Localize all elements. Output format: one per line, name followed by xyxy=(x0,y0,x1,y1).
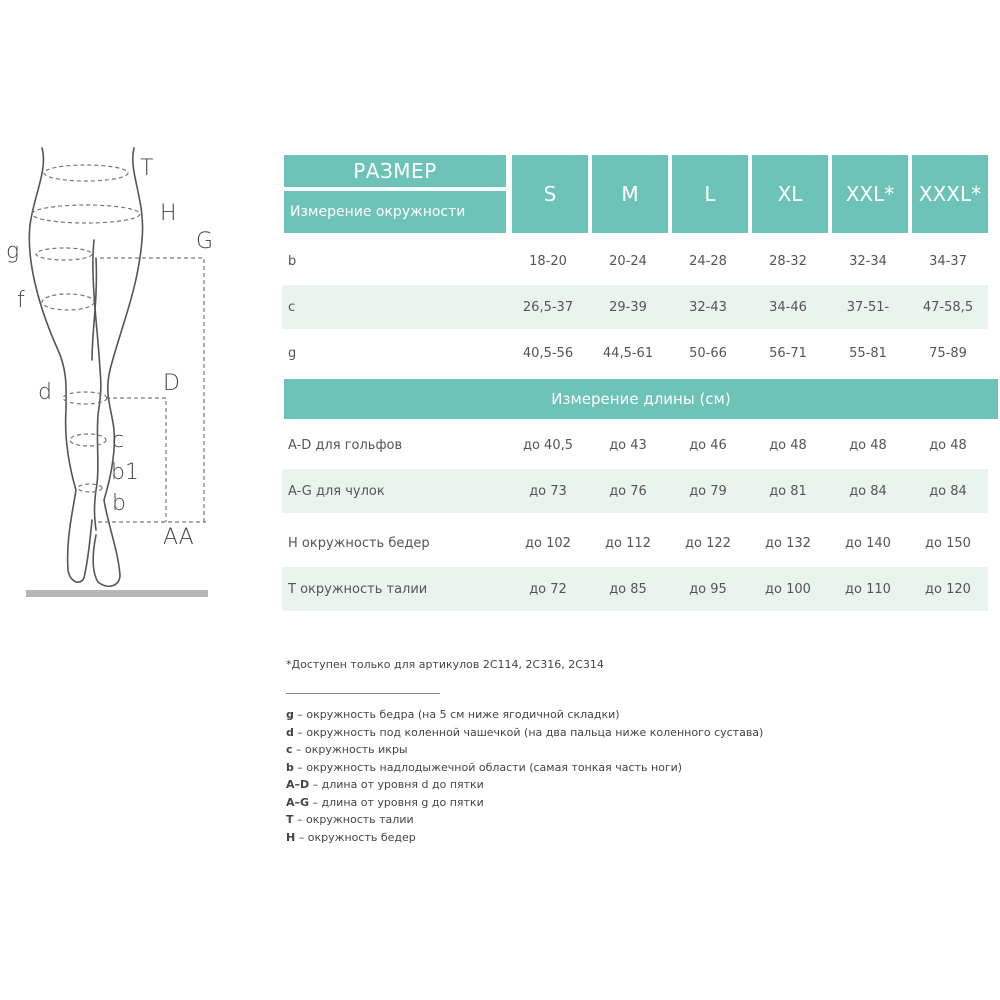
table-cell: 75-89 xyxy=(929,345,967,361)
size-cell: XXL* xyxy=(830,153,910,235)
legend-item xyxy=(286,776,763,794)
table-cell: 28-32 xyxy=(769,253,807,269)
table-row xyxy=(282,567,988,611)
table-cell: 29-39 xyxy=(609,299,647,315)
label-AA: AA xyxy=(163,525,194,550)
row-label: b xyxy=(288,253,297,269)
table-cell: 32-43 xyxy=(689,299,727,315)
table-row xyxy=(282,239,988,283)
legend-text: – длина от уровня d до пятки xyxy=(309,778,484,791)
row-label: T окружность талии xyxy=(288,581,428,597)
table-row xyxy=(282,331,988,375)
table-cell: до 72 xyxy=(529,581,567,597)
table-cell: до 95 xyxy=(689,581,727,597)
leg-measurement-diagram xyxy=(0,0,230,620)
measurement-legend xyxy=(286,706,763,846)
table-cell: 20-24 xyxy=(609,253,647,269)
table-cell: 47-58,5 xyxy=(922,299,974,315)
legend-key: T xyxy=(286,813,294,826)
table-cell: до 84 xyxy=(849,483,887,499)
table-cell: 18-20 xyxy=(529,253,567,269)
table-cell: до 79 xyxy=(689,483,727,499)
row-label: c xyxy=(288,299,296,315)
label-f: f xyxy=(17,288,25,313)
table-cell: до 132 xyxy=(765,535,811,551)
row-label: H окружность бедер xyxy=(288,535,430,551)
size-cell: S xyxy=(510,153,590,235)
legend-key: d xyxy=(286,725,294,739)
legend-item xyxy=(286,741,763,759)
legend-item xyxy=(286,829,763,847)
table-cell: до 40,5 xyxy=(522,437,574,453)
table-row xyxy=(282,521,988,565)
table-cell: до 85 xyxy=(609,581,647,597)
size-cell: M xyxy=(590,153,670,235)
length-section-title: Измерение длины (см) xyxy=(282,377,1000,421)
legend-text: – окружность талии xyxy=(293,813,414,826)
legend-item xyxy=(286,706,763,724)
label-b: b xyxy=(112,491,126,516)
legend-text: – окружность бедра (на 5 см ниже ягодичной складки) xyxy=(293,708,620,721)
table-cell: до 81 xyxy=(769,483,807,499)
label-T: T xyxy=(140,156,154,181)
table-cell: до 120 xyxy=(925,581,971,597)
legend-text: – окружность бедер xyxy=(295,830,416,844)
label-D: D xyxy=(163,371,180,396)
label-c: c xyxy=(112,428,125,453)
label-g: g xyxy=(6,239,20,264)
table-cell: 56-71 xyxy=(769,345,807,361)
table-cell: до 110 xyxy=(845,581,891,597)
table-cell: 50-66 xyxy=(689,345,727,361)
table-row xyxy=(282,423,988,467)
legs-illustration xyxy=(0,0,230,620)
table-cell: до 48 xyxy=(849,437,887,453)
size-cell: XL xyxy=(750,153,830,235)
row-label: A-G для чулок xyxy=(288,483,385,499)
table-row xyxy=(282,285,988,329)
circumference-header: Измерение окружности xyxy=(282,189,508,235)
table-cell: до 122 xyxy=(685,535,731,551)
legend-item xyxy=(286,811,763,829)
table-cell: 34-46 xyxy=(769,299,807,315)
legend-text: – длина от уровня g до пятки xyxy=(309,795,484,809)
size-header-cells xyxy=(510,153,990,235)
table-cell: до 102 xyxy=(525,535,571,551)
legend-text: – окружность под коленной чашечкой (на два пальца ниже коленного сустава) xyxy=(293,725,764,739)
table-cell: 44,5-61 xyxy=(602,345,654,361)
label-d: d xyxy=(38,380,52,405)
table-cell: до 48 xyxy=(769,437,807,453)
table-header xyxy=(282,153,510,235)
table-cell: 26,5-37 xyxy=(522,299,574,315)
legend-key: A–G xyxy=(286,795,310,809)
legend-key: A–D xyxy=(286,778,310,791)
availability-footnote: *Доступен только для артикулов 2С114, 2С316, 2С314 xyxy=(286,658,604,671)
size-cell: L xyxy=(670,153,750,235)
table-row xyxy=(282,469,988,513)
legend-key: c xyxy=(286,743,293,756)
legend-key: b xyxy=(286,760,294,774)
legend-item xyxy=(286,794,763,812)
table-cell: до 76 xyxy=(609,483,647,499)
table-cell: до 43 xyxy=(609,437,647,453)
label-b1: b1 xyxy=(111,460,139,485)
table-cell: 34-37 xyxy=(929,253,967,269)
table-cell: 40,5-56 xyxy=(522,345,574,361)
table-cell: до 84 xyxy=(929,483,967,499)
table-cell: 37-51- xyxy=(846,299,890,315)
table-cell: 32-34 xyxy=(849,253,887,269)
row-label: g xyxy=(288,345,297,361)
table-cell: 24-28 xyxy=(689,253,727,269)
label-H: H xyxy=(160,201,177,226)
table-cell: до 112 xyxy=(605,535,651,551)
table-cell: до 100 xyxy=(765,581,811,597)
size-header-title: РАЗМЕР xyxy=(282,153,508,189)
table-cell: до 73 xyxy=(529,483,567,499)
legend-text: – окружность надлодыжечной области (самая тонкая часть ноги) xyxy=(293,760,683,774)
legend-key: H xyxy=(286,830,296,844)
table-cell: до 140 xyxy=(845,535,891,551)
table-cell: до 48 xyxy=(929,437,967,453)
size-cell: XXXL* xyxy=(910,153,990,235)
legend-text: – окружность икры xyxy=(292,743,408,756)
label-G: G xyxy=(196,229,214,254)
table-cell: до 46 xyxy=(689,437,727,453)
legend-item xyxy=(286,759,763,777)
floor-bar xyxy=(26,590,208,597)
table-cell: 55-81 xyxy=(849,345,887,361)
row-label: A-D для гольфов xyxy=(288,437,403,453)
notes-divider xyxy=(286,693,440,694)
legend-item xyxy=(286,724,763,742)
table-cell: до 150 xyxy=(925,535,971,551)
legend-key: g xyxy=(286,708,294,721)
